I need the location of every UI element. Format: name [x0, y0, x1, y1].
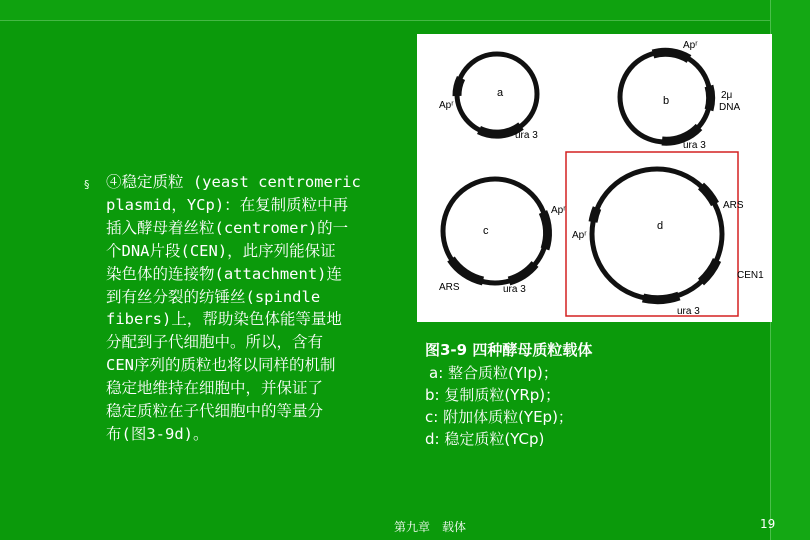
- plasmid-d-ap-label: Apʳ: [572, 230, 587, 241]
- slide-top-band: [0, 0, 810, 20]
- caption-line-a: a: 整合质粒(YIp)；: [429, 364, 558, 382]
- plasmid-b-ura3-label: ura 3: [683, 140, 706, 151]
- caption-line-b: b: 复制质粒(YRp)；: [425, 386, 561, 404]
- plasmid-a-label: a: [497, 87, 504, 99]
- plasmid-b: [620, 40, 740, 151]
- plasmid-c: [439, 179, 566, 295]
- page-number: 19: [760, 517, 776, 531]
- slide-right-band: [770, 0, 810, 540]
- plasmid-b-label: b: [663, 95, 670, 107]
- plasmid-d-ars-segment: [701, 186, 715, 204]
- plasmid-diagram: [417, 34, 772, 322]
- plasmid-c-label: c: [483, 225, 489, 237]
- plasmid-d-ura3-segment: [643, 296, 679, 300]
- caption-title: 图3-9 四种酵母质粒载体: [425, 341, 593, 359]
- plasmid-b-ap-segment: [653, 52, 689, 59]
- plasmid-c-ap-segment: [543, 212, 547, 249]
- plasmid-b-dna-label: DNA: [719, 102, 741, 113]
- plasmid-b-ap-label: Apʳ: [683, 40, 698, 51]
- plasmid-b-2micron-label: 2μ: [721, 90, 733, 101]
- slide-content: [0, 20, 776, 540]
- plasmid-d: [572, 169, 764, 317]
- plasmid-c-ap-label: Apʳ: [551, 205, 566, 216]
- plasmid-a: [439, 54, 538, 141]
- slide-footer: 第九章 载体: [394, 520, 467, 534]
- figure-caption: [425, 338, 592, 450]
- plasmid-c-ura3-label: ura 3: [503, 284, 526, 295]
- plasmid-d-label: d: [657, 220, 664, 232]
- plasmid-d-ura3-label: ura 3: [677, 306, 700, 317]
- plasmid-d-ars-label: ARS: [723, 200, 744, 211]
- plasmid-figure: [417, 34, 772, 322]
- plasmid-c-ura3-segment: [509, 264, 535, 281]
- caption-line-c: c: 附加体质粒(YEp)；: [425, 408, 573, 426]
- plasmid-d-ap-segment: [593, 208, 597, 222]
- plasmid-d-cen-label: CEN1: [737, 270, 764, 281]
- bullet-icon: §: [84, 178, 90, 191]
- plasmid-b-2micron-segment: [709, 86, 711, 110]
- plasmid-c-ars-label: ARS: [439, 282, 460, 293]
- caption-line-d: d: 稳定质粒(YCp): [425, 430, 545, 448]
- plasmid-d-cen-segment: [701, 260, 717, 282]
- body-paragraph: ④稳定质粒 (yeast centromeric plasmid，YCp)：在复制质粒中再 插入酵母着丝粒(centromer)的一 个DNA片段(CEN)，此序列能保证 染色体的连接物(attachment)连 到有丝分裂的纺锤丝(spindle fibers)上，帮助染色体能等量地 分配到子代细胞中。所以，含有 CEN序列的质粒也将以同样的机制 稳定地维持在细胞中，并保证了 稳定质粒在子代细胞中的等量分 布(图3-9d)。: [106, 173, 361, 443]
- plasmid-a-ap-segment: [457, 78, 461, 96]
- plasmid-a-ura3-label: ura 3: [515, 130, 538, 141]
- plasmid-a-ap-label: Apʳ: [439, 100, 454, 111]
- plasmid-c-ars-segment: [451, 259, 483, 281]
